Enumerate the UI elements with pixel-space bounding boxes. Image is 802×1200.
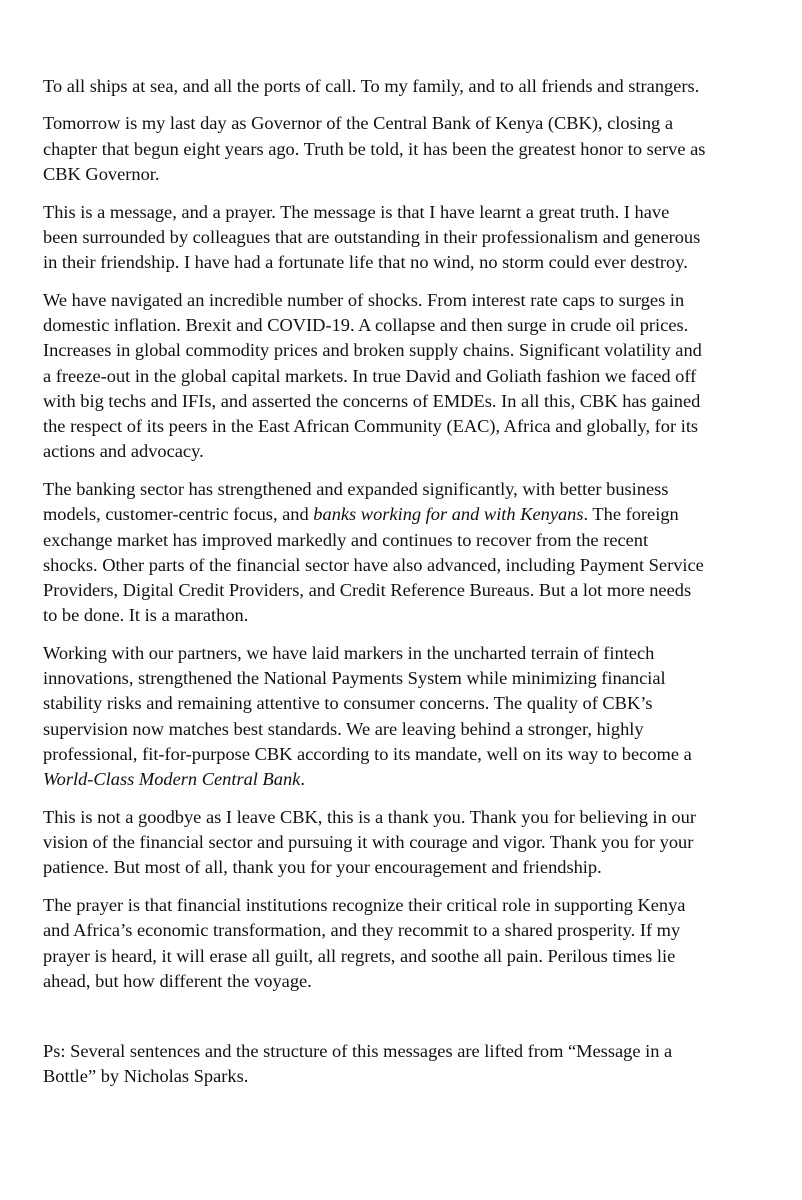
text-line: This is not a goodbye as I leave CBK, this is a thank you. Thank you for believing in our — [43, 806, 696, 827]
text-line — [43, 767, 773, 792]
text-line: been surrounded by colleagues that are outstanding in their professionalism and generous — [43, 226, 701, 247]
text-line: Providers, Digital Credit Providers, and Credit Reference Bureaus. But a lot more needs — [43, 580, 692, 601]
paragraph-message-prayer — [43, 200, 773, 276]
paragraph-the-prayer — [43, 893, 773, 994]
text-line — [43, 502, 773, 527]
text-line: The banking sector has strengthened and expanded significantly, with better business — [43, 478, 669, 499]
postscript — [43, 1039, 773, 1090]
text-line: actions and advocacy. — [43, 441, 204, 462]
text-segment: . — [300, 769, 305, 790]
text-line: Tomorrow is my last day as Governor of the Central Bank of Kenya (CBK), closing a — [43, 113, 673, 134]
text-line: innovations, strengthened the National Payments System while minimizing financial — [43, 668, 666, 689]
text-line: a freeze-out in the global capital markets. In true David and Goliath fashion we faced off — [43, 365, 697, 386]
italic-phrase: World-Class Modern Central Bank — [43, 769, 301, 790]
text-line: Working with our partners, we have laid markers in the uncharted terrain of fintech — [43, 642, 655, 663]
text-line: This is a message, and a prayer. The message is that I have learnt a great truth. I have — [43, 201, 670, 222]
paragraph-thank-you — [43, 805, 773, 881]
text-line: the respect of its peers in the East African Community (EAC), Africa and globally, for its — [43, 416, 699, 437]
text-line: and Africa’s economic transformation, and they recommit to a shared prosperity. If my — [43, 920, 681, 941]
text-line: in their friendship. I have had a fortunate life that no wind, no storm could ever destroy. — [43, 252, 688, 273]
paragraph-banking-sector — [43, 477, 773, 629]
text-line: We have navigated an incredible number of shocks. From interest rate caps to surges in — [43, 289, 685, 310]
text-line: The prayer is that financial institutions recognize their critical role in supporting Kenya — [43, 894, 686, 915]
text-line: stability risks and remaining attentive to consumer concerns. The quality of CBK’s — [43, 693, 653, 714]
text-line: patience. But most of all, thank you for your encouragement and friendship. — [43, 857, 602, 878]
text-line: ahead, but how different the voyage. — [43, 970, 312, 991]
text-line: Bottle” by Nicholas Sparks. — [43, 1066, 249, 1087]
paragraph-fintech — [43, 641, 773, 793]
text-line: domestic inflation. Brexit and COVID-19. A collapse and then surge in crude oil prices. — [43, 314, 689, 335]
text-line: To all ships at sea, and all the ports of call. To my family, and to all friends and strangers. — [43, 76, 700, 96]
text-line: to be done. It is a marathon. — [43, 605, 249, 626]
text-line: exchange market has improved markedly and continues to recover from the recent — [43, 529, 649, 550]
text-line: prayer is heard, it will erase all guilt, all regrets, and soothe all pain. Perilous times lie — [43, 945, 676, 966]
text-line: with big techs and IFIs, and asserted the concerns of EMDEs. In all this, CBK has gained — [43, 390, 701, 411]
letter-document — [43, 74, 773, 1090]
text-segment: models, customer-centric focus, and — [43, 504, 314, 525]
paragraph-last-day — [43, 111, 773, 187]
paragraph-shocks — [43, 288, 773, 465]
italic-phrase: banks working for and with Kenyans — [313, 504, 584, 525]
text-line: shocks. Other parts of the financial sector have also advanced, including Payment Service — [43, 554, 704, 575]
text-line: Increases in global commodity prices and broken supply chains. Significant volatility and — [43, 340, 702, 361]
text-line: CBK Governor. — [43, 164, 160, 185]
text-line: supervision now matches best standards. We are leaving behind a stronger, highly — [43, 718, 644, 739]
text-line: Ps: Several sentences and the structure of this messages are lifted from “Message in a — [43, 1041, 673, 1062]
paragraph-greeting — [43, 74, 773, 99]
text-segment: . The foreign — [583, 504, 679, 525]
text-line: vision of the financial sector and pursuing it with courage and vigor. Thank you for your — [43, 832, 694, 853]
text-line: chapter that begun eight years ago. Truth be told, it has been the greatest honor to serve as — [43, 138, 706, 159]
text-line: professional, fit-for-purpose CBK according to its mandate, well on its way to become a — [43, 744, 692, 765]
